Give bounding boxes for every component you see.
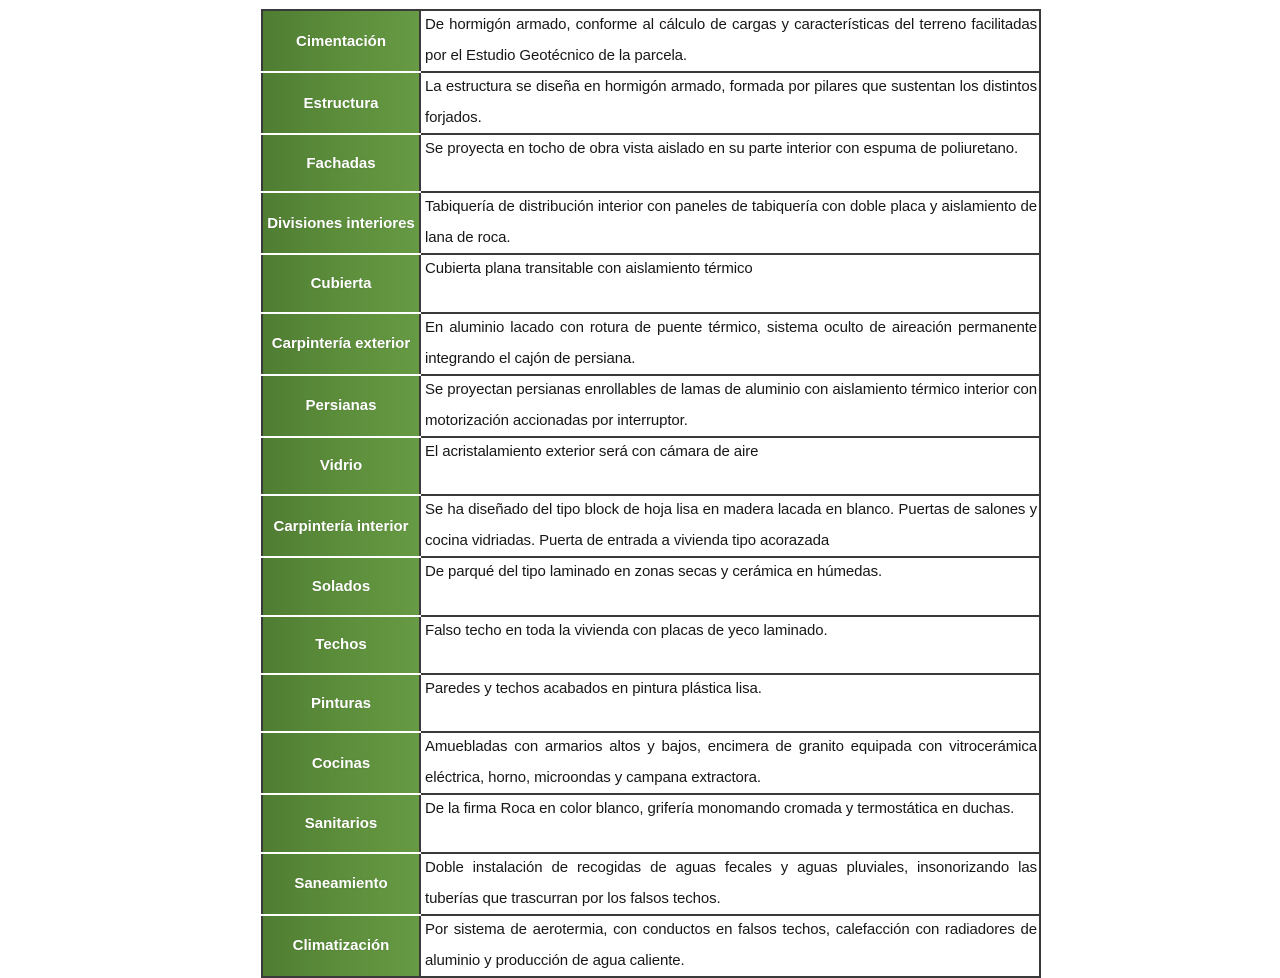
row-label: Cimentación (262, 10, 420, 72)
row-description-text: Falso techo en toda la vivienda con placas de yeco laminado. (425, 621, 828, 639)
row-description (420, 853, 1040, 915)
table-row (262, 557, 1040, 615)
row-description-text: De la firma Roca en color blanco, grifería monomando cromada y termostática en duchas. (425, 800, 1015, 818)
row-label: Solados (262, 557, 420, 615)
row-description (420, 616, 1040, 674)
table-row (262, 853, 1040, 915)
table-row (262, 10, 1040, 72)
row-description (420, 915, 1040, 977)
row-label: Pinturas (262, 674, 420, 732)
row-description-text: Por sistema de aerotermia, con conductos en falsos techos, calefacción con radiadores de aluminio y producción de agua caliente. (425, 920, 1037, 969)
row-label: Cubierta (262, 254, 420, 312)
table-row (262, 732, 1040, 794)
row-label: Sanitarios (262, 794, 420, 852)
row-description (420, 72, 1040, 134)
row-description-text: Se proyecta en tocho de obra vista aislado en su parte interior con espuma de poliuretano. (425, 140, 1019, 157)
row-description (420, 134, 1040, 192)
table-row (262, 192, 1040, 254)
table-row (262, 254, 1040, 312)
table-row (262, 674, 1040, 732)
row-description (420, 794, 1040, 852)
table-row (262, 72, 1040, 134)
row-description-text: El acristalamiento exterior será con cámara de aire (425, 442, 759, 460)
row-description-text: Doble instalación de recogidas de aguas fecales y aguas pluviales, insonorizando las tuberías que trascurran por los falsos techos. (425, 858, 1037, 907)
row-label: Carpintería interior (262, 495, 420, 557)
row-description (420, 495, 1040, 557)
table-row (262, 437, 1040, 495)
row-label: Cocinas (262, 732, 420, 794)
row-label: Carpintería exterior (262, 313, 420, 375)
row-description-text: Se ha diseñado del tipo block de hoja lisa en madera lacada en blanco. Puertas de salones y cocina vidriadas. Puerta de entrada a vivienda tipo acorazada (425, 501, 1037, 550)
table-row (262, 915, 1040, 977)
row-description (420, 375, 1040, 437)
table-row (262, 794, 1040, 852)
row-label: Fachadas (262, 134, 420, 192)
table-row (262, 616, 1040, 674)
table-row (262, 134, 1040, 192)
table-row (262, 495, 1040, 557)
row-label: Divisiones interiores (262, 192, 420, 254)
row-description-text: Paredes y techos acabados en pintura plástica lisa. (425, 679, 762, 697)
row-description (420, 674, 1040, 732)
row-label: Estructura (262, 72, 420, 134)
row-description (420, 732, 1040, 794)
row-description (420, 437, 1040, 495)
row-description-text: Tabiquería de distribución interior con paneles de tabiquería con doble placa y aislamiento de lana de roca. (425, 198, 1037, 247)
row-description-text: De hormigón armado, conforme al cálculo de cargas y características del terreno facilitadas por el Estudio Geotécnico de la parcela. (425, 16, 1037, 64)
row-description (420, 557, 1040, 615)
row-description-text: Se proyectan persianas enrollables de lamas de aluminio con aislamiento térmico interior con motorización accionadas por interruptor. (425, 380, 1037, 429)
row-description-text: La estructura se diseña en hormigón armado, formada por pilares que sustentan los distintos forjados. (425, 78, 1037, 126)
row-description (420, 313, 1040, 375)
row-description-text: En aluminio lacado con rotura de puente térmico, sistema oculto de aireación permanente integrando el cajón de persiana. (425, 318, 1037, 367)
specifications-table-body (262, 10, 1040, 977)
row-label: Techos (262, 616, 420, 674)
row-description-text: Amuebladas con armarios altos y bajos, encimera de granito equipada con vitrocerámica eléctrica, horno, microondas y campana extractora. (425, 738, 1037, 787)
row-label: Climatización (262, 915, 420, 977)
row-label: Persianas (262, 375, 420, 437)
table-row (262, 375, 1040, 437)
row-description (420, 254, 1040, 312)
table-row (262, 313, 1040, 375)
row-description-text: Cubierta plana transitable con aislamiento térmico (425, 260, 753, 278)
specifications-table (261, 9, 1041, 978)
row-label: Saneamiento (262, 853, 420, 915)
row-description (420, 10, 1040, 72)
row-label: Vidrio (262, 437, 420, 495)
row-description (420, 192, 1040, 254)
row-description-text: De parqué del tipo laminado en zonas secas y cerámica en húmedas. (425, 563, 883, 581)
